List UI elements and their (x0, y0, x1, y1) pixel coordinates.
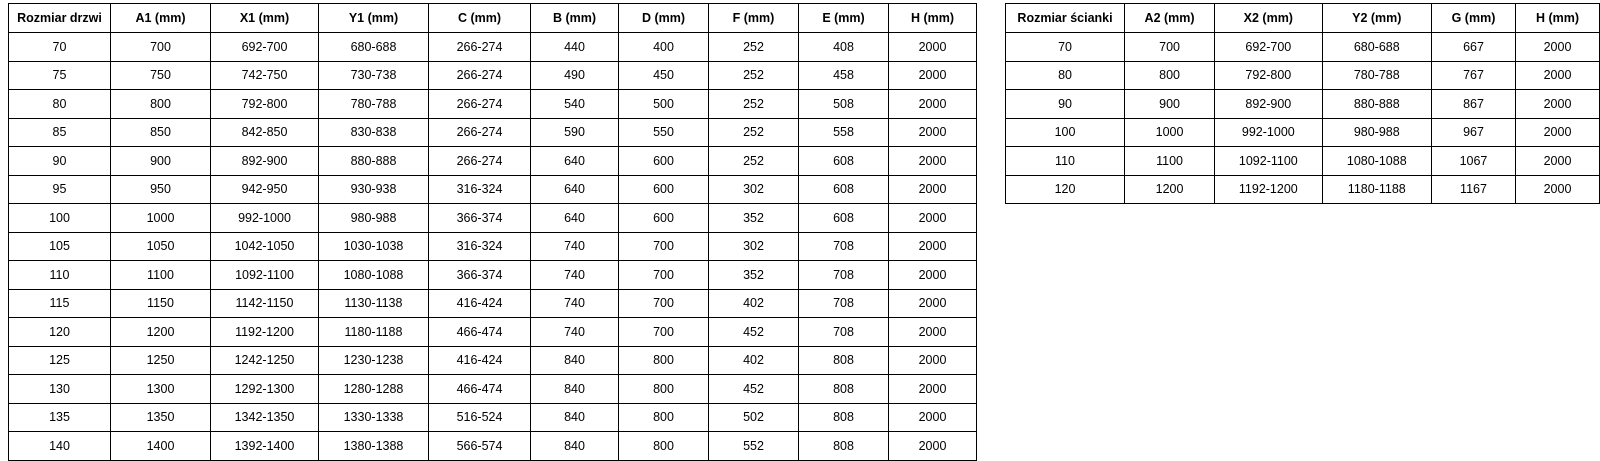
doors-dimensions-table (8, 3, 977, 461)
table-cell: 1380-1388 (319, 432, 429, 461)
table-cell: 558 (799, 118, 889, 147)
table-cell: 105 (9, 232, 111, 261)
table-cell: 708 (799, 318, 889, 347)
table-cell: 800 (1125, 61, 1215, 90)
table-cell: 600 (619, 175, 709, 204)
table-cell: 316-324 (429, 175, 531, 204)
table-cell: 708 (799, 261, 889, 290)
table-cell: 842-850 (211, 118, 319, 147)
table-cell: 130 (9, 375, 111, 404)
table-cell: 416-424 (429, 289, 531, 318)
table-cell: 416-424 (429, 346, 531, 375)
table-cell: 266-274 (429, 118, 531, 147)
table-row (1006, 61, 1600, 90)
table-cell: 1167 (1431, 175, 1515, 204)
table-row (9, 318, 977, 347)
table-cell: 692-700 (211, 33, 319, 62)
table-cell: 942-950 (211, 175, 319, 204)
table-cell: 458 (799, 61, 889, 90)
table-cell: 1250 (111, 346, 211, 375)
table-cell: 892-900 (1215, 90, 1322, 119)
table-cell: 800 (619, 375, 709, 404)
table-cell: 750 (111, 61, 211, 90)
table-cell: 110 (1006, 147, 1125, 176)
table-cell: 540 (531, 90, 619, 119)
table-cell: 1280-1288 (319, 375, 429, 404)
table-cell: 266-274 (429, 90, 531, 119)
table-row (9, 90, 977, 119)
table-cell: 550 (619, 118, 709, 147)
table-row (1006, 175, 1600, 204)
table-cell: 1200 (1125, 175, 1215, 204)
table-cell: 740 (531, 318, 619, 347)
table-cell: 2000 (1516, 118, 1600, 147)
table-cell: 2000 (889, 261, 977, 290)
table-cell: 1230-1238 (319, 346, 429, 375)
table-cell: 85 (9, 118, 111, 147)
table-cell: 252 (709, 118, 799, 147)
table-cell: 1180-1188 (1322, 175, 1431, 204)
table-cell: 1100 (1125, 147, 1215, 176)
table-cell: 1150 (111, 289, 211, 318)
doors-column-header: X1 (mm) (211, 4, 319, 33)
table-row (9, 289, 977, 318)
table-cell: 2000 (889, 346, 977, 375)
table-cell: 608 (799, 175, 889, 204)
table-cell: 266-274 (429, 33, 531, 62)
table-body (1006, 33, 1600, 204)
table-cell: 967 (1431, 118, 1515, 147)
table-cell: 1180-1188 (319, 318, 429, 347)
table-header-row (9, 4, 977, 33)
table-cell: 1100 (111, 261, 211, 290)
table-cell: 992-1000 (1215, 118, 1322, 147)
table-cell: 2000 (889, 147, 977, 176)
table-cell: 608 (799, 204, 889, 233)
wall-column-header: X2 (mm) (1215, 4, 1322, 33)
doors-column-header: D (mm) (619, 4, 709, 33)
table-cell: 2000 (1516, 90, 1600, 119)
doors-dimensions-table-container (8, 3, 977, 461)
table-cell: 1050 (111, 232, 211, 261)
table-cell: 1030-1038 (319, 232, 429, 261)
table-cell: 1300 (111, 375, 211, 404)
wall-column-header: G (mm) (1431, 4, 1515, 33)
table-cell: 452 (709, 375, 799, 404)
table-cell: 1242-1250 (211, 346, 319, 375)
table-row (9, 232, 977, 261)
table-cell: 1130-1138 (319, 289, 429, 318)
table-cell: 450 (619, 61, 709, 90)
table-row (1006, 147, 1600, 176)
table-cell: 125 (9, 346, 111, 375)
table-cell: 840 (531, 403, 619, 432)
table-cell: 892-900 (211, 147, 319, 176)
table-cell: 2000 (889, 403, 977, 432)
table-cell: 516-524 (429, 403, 531, 432)
table-row (9, 375, 977, 404)
doors-column-header: Rozmiar drzwi (9, 4, 111, 33)
table-cell: 1342-1350 (211, 403, 319, 432)
table-cell: 640 (531, 147, 619, 176)
table-row (9, 61, 977, 90)
table-cell: 700 (619, 289, 709, 318)
table-row (9, 147, 977, 176)
table-cell: 120 (9, 318, 111, 347)
table-cell: 2000 (889, 33, 977, 62)
wall-dimensions-table-container (1005, 3, 1600, 204)
table-cell: 2000 (889, 204, 977, 233)
table-cell: 950 (111, 175, 211, 204)
table-cell: 640 (531, 204, 619, 233)
table-body (9, 33, 977, 461)
table-cell: 808 (799, 432, 889, 461)
table-cell: 808 (799, 375, 889, 404)
table-row (1006, 90, 1600, 119)
table-cell: 667 (1431, 33, 1515, 62)
table-cell: 1092-1100 (211, 261, 319, 290)
table-cell: 740 (531, 289, 619, 318)
table-cell: 100 (1006, 118, 1125, 147)
table-cell: 708 (799, 232, 889, 261)
table-cell: 100 (9, 204, 111, 233)
doors-column-header: E (mm) (799, 4, 889, 33)
table-cell: 2000 (889, 175, 977, 204)
table-cell: 70 (9, 33, 111, 62)
table-cell: 440 (531, 33, 619, 62)
table-cell: 252 (709, 90, 799, 119)
table-cell: 502 (709, 403, 799, 432)
table-cell: 366-374 (429, 204, 531, 233)
table-cell: 980-988 (319, 204, 429, 233)
table-cell: 95 (9, 175, 111, 204)
table-cell: 1192-1200 (211, 318, 319, 347)
table-cell: 566-574 (429, 432, 531, 461)
table-row (9, 204, 977, 233)
table-cell: 1392-1400 (211, 432, 319, 461)
table-cell: 1080-1088 (1322, 147, 1431, 176)
table-cell: 90 (1006, 90, 1125, 119)
table-cell: 252 (709, 33, 799, 62)
table-cell: 352 (709, 204, 799, 233)
table-cell: 840 (531, 432, 619, 461)
table-cell: 800 (111, 90, 211, 119)
table-cell: 75 (9, 61, 111, 90)
table-cell: 792-800 (211, 90, 319, 119)
table-cell: 500 (619, 90, 709, 119)
table-cell: 2000 (889, 432, 977, 461)
table-cell: 708 (799, 289, 889, 318)
table-cell: 808 (799, 346, 889, 375)
table-cell: 700 (619, 318, 709, 347)
table-cell: 266-274 (429, 61, 531, 90)
table-cell: 400 (619, 33, 709, 62)
table-cell: 1092-1100 (1215, 147, 1322, 176)
table-cell: 930-938 (319, 175, 429, 204)
table-cell: 780-788 (1322, 61, 1431, 90)
table-cell: 302 (709, 232, 799, 261)
table-row (9, 432, 977, 461)
doors-column-header: H (mm) (889, 4, 977, 33)
table-cell: 120 (1006, 175, 1125, 204)
table-cell: 700 (1125, 33, 1215, 62)
table-header-row (1006, 4, 1600, 33)
doors-column-header: Y1 (mm) (319, 4, 429, 33)
table-cell: 808 (799, 403, 889, 432)
table-cell: 80 (9, 90, 111, 119)
table-cell: 408 (799, 33, 889, 62)
table-cell: 840 (531, 375, 619, 404)
table-cell: 2000 (889, 90, 977, 119)
table-row (9, 33, 977, 62)
table-cell: 1080-1088 (319, 261, 429, 290)
table-cell: 900 (111, 147, 211, 176)
table-cell: 840 (531, 346, 619, 375)
table-cell: 740 (531, 232, 619, 261)
table-row (9, 346, 977, 375)
table-row (1006, 33, 1600, 62)
table-cell: 590 (531, 118, 619, 147)
wall-column-header: H (mm) (1516, 4, 1600, 33)
table-cell: 900 (1125, 90, 1215, 119)
wall-dimensions-table (1005, 3, 1600, 204)
wall-column-header: A2 (mm) (1125, 4, 1215, 33)
table-cell: 90 (9, 147, 111, 176)
table-cell: 800 (619, 346, 709, 375)
table-cell: 2000 (889, 318, 977, 347)
table-cell: 115 (9, 289, 111, 318)
table-cell: 608 (799, 147, 889, 176)
wall-column-header: Rozmiar ścianki (1006, 4, 1125, 33)
table-cell: 1067 (1431, 147, 1515, 176)
table-cell: 352 (709, 261, 799, 290)
table-cell: 867 (1431, 90, 1515, 119)
table-cell: 2000 (1516, 147, 1600, 176)
table-cell: 1200 (111, 318, 211, 347)
table-cell: 600 (619, 204, 709, 233)
table-cell: 992-1000 (211, 204, 319, 233)
table-cell: 680-688 (319, 33, 429, 62)
table-cell: 680-688 (1322, 33, 1431, 62)
table-cell: 980-988 (1322, 118, 1431, 147)
table-cell: 508 (799, 90, 889, 119)
table-row (9, 403, 977, 432)
table-cell: 466-474 (429, 375, 531, 404)
table-cell: 800 (619, 432, 709, 461)
table-row (9, 118, 977, 147)
table-cell: 252 (709, 61, 799, 90)
table-row (9, 261, 977, 290)
table-cell: 140 (9, 432, 111, 461)
table-cell: 402 (709, 289, 799, 318)
table-cell: 452 (709, 318, 799, 347)
table-cell: 135 (9, 403, 111, 432)
table-cell: 1292-1300 (211, 375, 319, 404)
table-cell: 742-750 (211, 61, 319, 90)
table-cell: 2000 (889, 232, 977, 261)
table-cell: 640 (531, 175, 619, 204)
table-cell: 830-838 (319, 118, 429, 147)
table-cell: 1350 (111, 403, 211, 432)
table-cell: 80 (1006, 61, 1125, 90)
table-cell: 316-324 (429, 232, 531, 261)
doors-column-header: F (mm) (709, 4, 799, 33)
table-cell: 302 (709, 175, 799, 204)
table-cell: 1042-1050 (211, 232, 319, 261)
table-cell: 880-888 (319, 147, 429, 176)
table-cell: 880-888 (1322, 90, 1431, 119)
table-cell: 2000 (889, 289, 977, 318)
table-cell: 2000 (1516, 61, 1600, 90)
wall-column-header: Y2 (mm) (1322, 4, 1431, 33)
table-cell: 1330-1338 (319, 403, 429, 432)
table-cell: 2000 (1516, 175, 1600, 204)
table-cell: 700 (619, 261, 709, 290)
table-cell: 1142-1150 (211, 289, 319, 318)
table-cell: 1000 (111, 204, 211, 233)
table-cell: 110 (9, 261, 111, 290)
doors-column-header: B (mm) (531, 4, 619, 33)
table-cell: 1400 (111, 432, 211, 461)
table-cell: 780-788 (319, 90, 429, 119)
table-cell: 700 (619, 232, 709, 261)
table-cell: 850 (111, 118, 211, 147)
table-cell: 800 (619, 403, 709, 432)
table-cell: 767 (1431, 61, 1515, 90)
table-cell: 740 (531, 261, 619, 290)
table-cell: 266-274 (429, 147, 531, 176)
table-cell: 2000 (889, 118, 977, 147)
table-cell: 2000 (1516, 33, 1600, 62)
table-cell: 600 (619, 147, 709, 176)
doors-column-header: A1 (mm) (111, 4, 211, 33)
table-cell: 792-800 (1215, 61, 1322, 90)
table-cell: 700 (111, 33, 211, 62)
table-cell: 692-700 (1215, 33, 1322, 62)
table-row (1006, 118, 1600, 147)
table-cell: 402 (709, 346, 799, 375)
doors-column-header: C (mm) (429, 4, 531, 33)
table-cell: 366-374 (429, 261, 531, 290)
table-cell: 70 (1006, 33, 1125, 62)
table-cell: 1000 (1125, 118, 1215, 147)
table-cell: 2000 (889, 61, 977, 90)
table-cell: 730-738 (319, 61, 429, 90)
table-row (9, 175, 977, 204)
table-cell: 1192-1200 (1215, 175, 1322, 204)
table-cell: 490 (531, 61, 619, 90)
table-cell: 252 (709, 147, 799, 176)
table-cell: 552 (709, 432, 799, 461)
table-cell: 2000 (889, 375, 977, 404)
table-cell: 466-474 (429, 318, 531, 347)
